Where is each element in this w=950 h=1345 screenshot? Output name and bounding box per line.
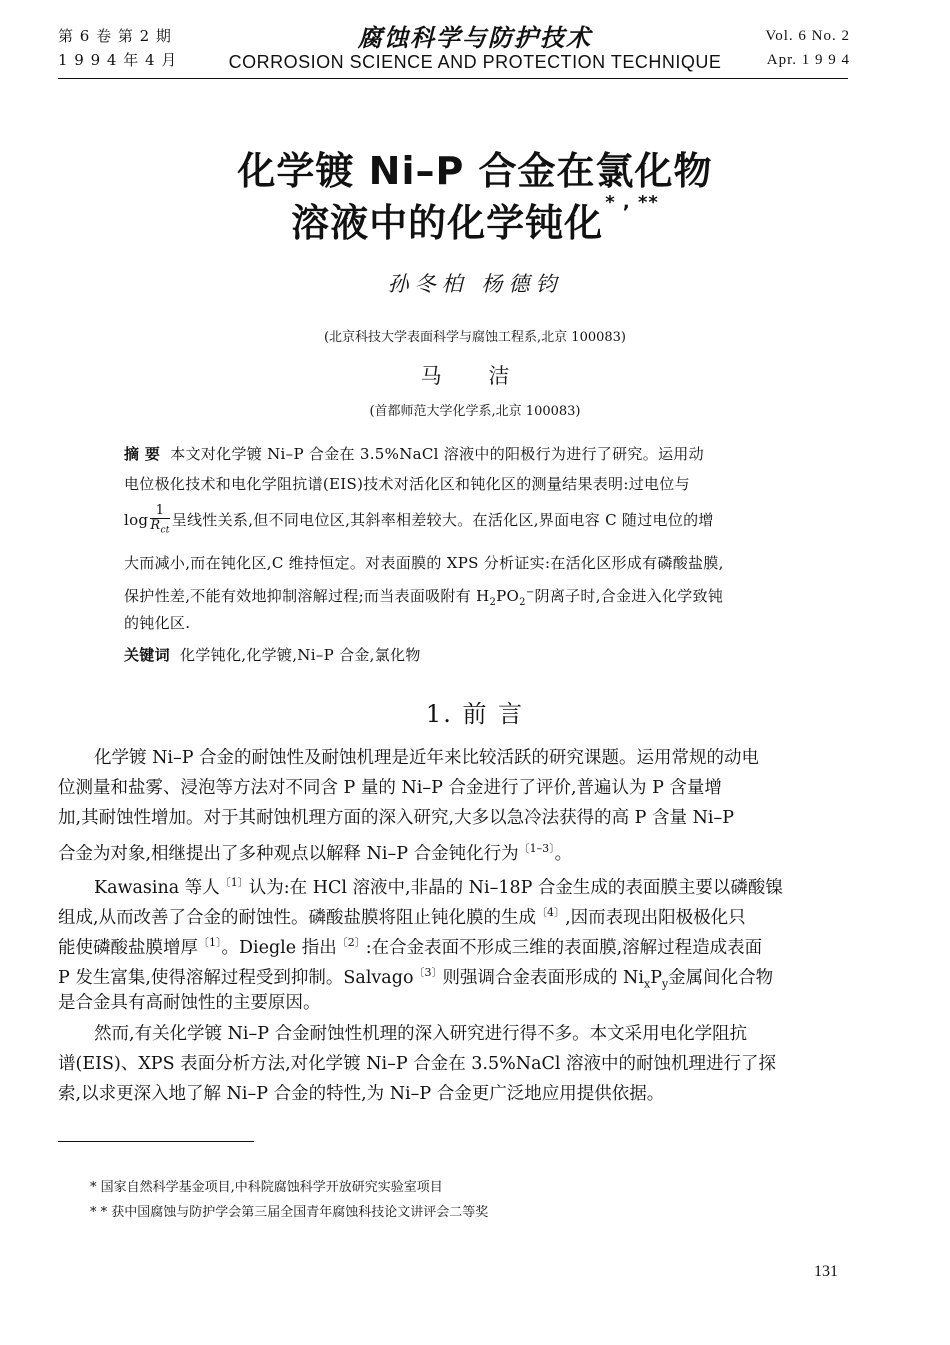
date-cn: 1 9 9 4 年 4 月 [58, 51, 178, 69]
abstract-line5 [124, 583, 784, 613]
journal-title-cn: 腐蚀科学与防护技术 [358, 23, 592, 52]
body-p2-line1 [58, 870, 886, 901]
body-p3-line3: 索,以求更深入地了解 Ni–P 合金的特性,为 Ni–P 合金更广泛地应用提供依据。 [58, 1084, 665, 1104]
body-p2-line5: 是合金具有高耐蚀性的主要原因。 [58, 993, 321, 1013]
fraction-den-sub: ct [160, 525, 170, 536]
subscript-x: x [643, 977, 651, 991]
h2-subscript: 2 [489, 597, 497, 608]
p1-l4-end: 。 [554, 843, 573, 864]
citation-1b: 〔1〕 [198, 936, 222, 949]
p2-l4d: 金属间化合物 [668, 967, 774, 988]
p2-l2a: 组成,从而改善了合金的耐蚀性。磷酸盐膜将阻止钝化膜的生成 [58, 907, 537, 928]
footnote-1: * 国家自然科学基金项目,中科院腐蚀科学开放研究实验室项目 [90, 1180, 443, 1195]
affiliation-1: (北京科技大学表面科学与腐蚀工程系,北京 100083) [323, 330, 627, 345]
date-en: Apr. 1 9 9 4 [766, 52, 850, 68]
vol-issue-cn: 第 6 卷 第 2 期 [58, 27, 172, 45]
fraction-numerator: 1 [150, 504, 169, 519]
abstract-label: 摘 要 [124, 445, 161, 463]
abstract-line4: 大而减小,而在钝化区,C 维持恒定。对表面膜的 XPS 分析证实:在活化区形成有磷酸盐膜, [124, 554, 724, 572]
abstract-line3 [124, 504, 784, 538]
keywords-text: 化学钝化,化学镀,Ni–P 合金,氯化物 [180, 646, 421, 664]
citation-1a: 〔1〕 [219, 876, 249, 889]
body-p1-line3: 加,其耐蚀性增加。对于其耐蚀机理方面的深入研究,大多以急冷法获得的高 P 含量 Ni–P [58, 808, 735, 828]
header-right [765, 24, 850, 72]
p2-l4c: P [650, 967, 662, 988]
p1-l4-text: 合金为对象,相继提出了多种观点以解释 Ni–P 合金钝化行为 [58, 843, 519, 864]
journal-title-en: CORROSION SCIENCE AND PROTECTION TECHNIQUE [228, 52, 722, 72]
page-number: 131 [814, 1263, 838, 1280]
subscript-y: y [661, 977, 669, 991]
abstract-text1: 本文对化学镀 Ni–P 合金在 3.5%NaCl 溶液中的阳极行为进行了研究。运用动 [170, 445, 704, 463]
citation-2: 〔2〕 [336, 936, 366, 949]
p2-l3a: 能使磷酸盐膜增厚 [58, 937, 198, 958]
fraction-den-r: R [150, 518, 161, 533]
footnote-divider [58, 1141, 254, 1142]
body-p1-line4 [58, 836, 850, 867]
po2-subscript: 2 [519, 597, 526, 608]
abstract-text3: 呈线性关系,但不同电位区,其斜率相差较大。在活化区,界面电容 C 随过电位的增 [171, 510, 714, 529]
abstract-line6: 的钝化区. [124, 614, 191, 632]
fraction-denominator [150, 519, 169, 538]
footnote-2: * * 获中国腐蚀与防护学会第三届全国青年腐蚀科技论文讲评会二等奖 [90, 1205, 489, 1220]
citation-1-3: 〔1–3〕 [518, 842, 555, 855]
body-p1-line1: 化学镀 Ni–P 合金的耐蚀性及耐蚀机理是近年来比较活跃的研究课题。运用常规的动电 [94, 748, 760, 768]
abstract-text5a: 保护性差,不能有效地抑制溶解过程;而当表面吸附有 H [124, 587, 490, 605]
authors-group1: 孙冬柏 杨德钧 [387, 272, 563, 296]
keywords-line [124, 645, 784, 665]
p2-l1a: Kawasina 等人 [94, 877, 220, 898]
citation-3: 〔3〕 [413, 966, 443, 979]
section-heading-intro: 1. 前 言 [425, 700, 525, 728]
authors-group2: 马 洁 [420, 364, 530, 388]
p2-l4b: 则强调合金表面形成的 Ni [442, 967, 644, 988]
paper-title-line2 [0, 192, 950, 247]
header-divider [58, 78, 848, 79]
abstract-text5b: PO [496, 587, 520, 605]
abstract-text5c: 阴离子时,合金进入化学致钝 [534, 587, 724, 605]
citation-4: 〔4〕 [536, 906, 566, 919]
p2-l3c: :在合金表面不形成三维的表面膜,溶解过程造成表面 [365, 937, 763, 958]
p2-l3b: 。Diegle 指出 [221, 937, 337, 958]
body-p3-line2: 谱(EIS)、XPS 表面分析方法,对化学镀 Ni–P 合金在 3.5%NaCl 溶液中的耐蚀机理进行了探 [58, 1054, 777, 1074]
body-p3-line1: 然而,有关化学镀 Ni–P 合金耐蚀性机理的深入研究进行得不多。本文采用电化学阻抗 [94, 1024, 748, 1044]
body-p2-line2 [58, 900, 850, 931]
affiliation-2: (首都师范大学化学系,北京 100083) [369, 404, 581, 419]
fraction-1-over-rct [150, 504, 169, 538]
anion-charge: − [525, 587, 535, 598]
body-p2-line3 [58, 930, 850, 961]
log-prefix: log [124, 510, 149, 529]
p2-l2b: ,因而表现出阳极极化只 [565, 907, 746, 928]
keywords-label: 关键词 [124, 646, 170, 664]
vol-issue-en: Vol. 6 No. 2 [765, 28, 850, 44]
p2-l1b: 认为:在 HCl 溶液中,非晶的 Ni–18P 合金生成的表面膜主要以磷酸镍 [248, 877, 783, 898]
title-footnote-marks: * , ** [605, 192, 659, 213]
abstract-line1 [124, 444, 784, 464]
paper-title-line1: 化学镀 Ni–P 合金在氯化物 [237, 149, 713, 193]
p2-l4a: P 发生富集,使得溶解过程受到抑制。Salvago [58, 967, 414, 988]
body-p1-line2: 位测量和盐雾、浸泡等方法对不同含 P 量的 Ni–P 合金进行了评价,普遍认为 P 含量增 [58, 778, 722, 798]
paper-title-line2-text: 溶液中的化学钝化 [291, 201, 604, 245]
abstract-line2: 电位极化技术和电化学阻抗谱(EIS)技术对活化区和钝化区的测量结果表明:过电位与 [124, 475, 690, 493]
